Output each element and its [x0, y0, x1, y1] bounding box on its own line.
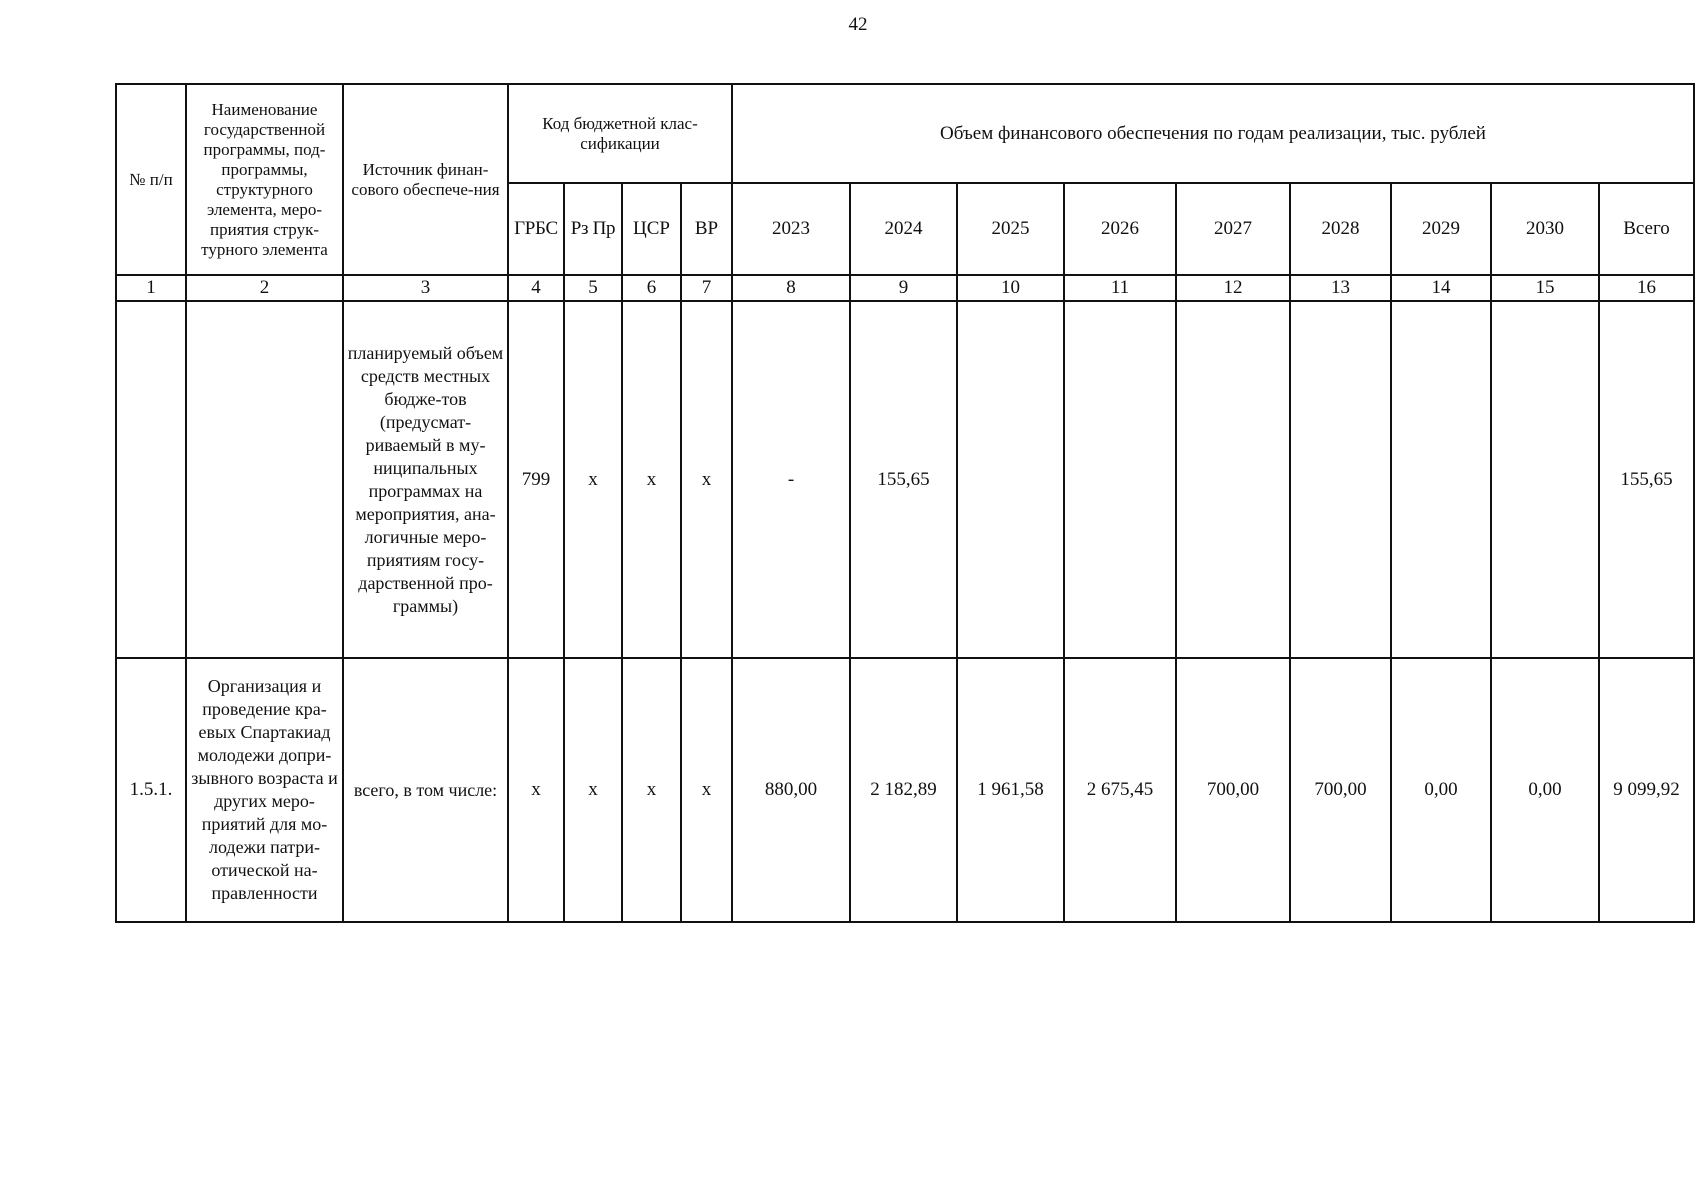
header-year-2028: 2028 [1290, 183, 1391, 275]
row-value-2030 [1491, 301, 1599, 658]
row-rzpr: х [564, 301, 622, 658]
row-value-2027 [1176, 301, 1290, 658]
row-value-2029 [1391, 301, 1491, 658]
row-value-2025: 1 961,58 [957, 658, 1064, 922]
row-csr: х [622, 658, 681, 922]
column-number: 10 [957, 275, 1064, 301]
header-year-2024: 2024 [850, 183, 957, 275]
header-source: Источник финан-сового обеспече-ния [343, 84, 508, 275]
row-rzpr: х [564, 658, 622, 922]
row-value-2024: 2 182,89 [850, 658, 957, 922]
column-number: 2 [186, 275, 343, 301]
row-csr: х [622, 301, 681, 658]
column-number: 16 [1599, 275, 1694, 301]
header-year-2029: 2029 [1391, 183, 1491, 275]
column-number: 15 [1491, 275, 1599, 301]
header-row-1 [116, 84, 1694, 183]
header-budget-code: Код бюджетной клас-сификации [508, 84, 732, 183]
header-num: № п/п [116, 84, 186, 275]
row-source: всего, в том числе: [343, 658, 508, 922]
column-number: 5 [564, 275, 622, 301]
row-source: планируемый объем средств местных бюдже-тов (предусмат-риваемый в му-ниципальных программах на мероприятия, ана-логичные меро-приятиям госу-дарственной про-граммы) [343, 301, 508, 658]
column-number: 12 [1176, 275, 1290, 301]
row-num [116, 301, 186, 658]
header-year-2025: 2025 [957, 183, 1064, 275]
header-year-2027: 2027 [1176, 183, 1290, 275]
column-number: 3 [343, 275, 508, 301]
column-number: 7 [681, 275, 732, 301]
row-value-2027: 700,00 [1176, 658, 1290, 922]
row-num: 1.5.1. [116, 658, 186, 922]
row-name: Организация и проведение кра-евых Спартакиад молодежи допри-зывного возраста и других меро-приятий для мо-лодежи патри-отической на-правленности [186, 658, 343, 922]
row-value-2028: 700,00 [1290, 658, 1391, 922]
row-grbs: 799 [508, 301, 564, 658]
header-grbs: ГРБС [508, 183, 564, 275]
row-value-2029: 0,00 [1391, 658, 1491, 922]
row-value-2026: 2 675,45 [1064, 658, 1176, 922]
row-grbs: х [508, 658, 564, 922]
row-vr: х [681, 658, 732, 922]
row-value-2024: 155,65 [850, 301, 957, 658]
column-number: 8 [732, 275, 850, 301]
column-number: 1 [116, 275, 186, 301]
column-number-row [116, 275, 1694, 301]
row-total: 155,65 [1599, 301, 1694, 658]
column-number: 11 [1064, 275, 1176, 301]
row-value-2028 [1290, 301, 1391, 658]
row-value-2023: - [732, 301, 850, 658]
header-rzpr: Рз Пр [564, 183, 622, 275]
column-number: 13 [1290, 275, 1391, 301]
column-number: 14 [1391, 275, 1491, 301]
row-value-2023: 880,00 [732, 658, 850, 922]
column-number: 9 [850, 275, 957, 301]
header-total: Всего [1599, 183, 1694, 275]
header-volume: Объем финансового обеспечения по годам реализации, тыс. рублей [732, 84, 1694, 183]
header-name: Наименование государственной программы, под-программы, структурного элемента, меро-приятия струк-турного элемента [186, 84, 343, 275]
row-name [186, 301, 343, 658]
header-year-2030: 2030 [1491, 183, 1599, 275]
header-year-2026: 2026 [1064, 183, 1176, 275]
row-value-2026 [1064, 301, 1176, 658]
column-number: 6 [622, 275, 681, 301]
column-number: 4 [508, 275, 564, 301]
page-number: 42 [848, 14, 868, 35]
budget-table [115, 83, 1695, 923]
table-row [116, 301, 1694, 658]
header-year-2023: 2023 [732, 183, 850, 275]
row-total: 9 099,92 [1599, 658, 1694, 922]
header-vr: ВР [681, 183, 732, 275]
row-value-2030: 0,00 [1491, 658, 1599, 922]
row-value-2025 [957, 301, 1064, 658]
header-csr: ЦСР [622, 183, 681, 275]
row-vr: х [681, 301, 732, 658]
table-row [116, 658, 1694, 922]
